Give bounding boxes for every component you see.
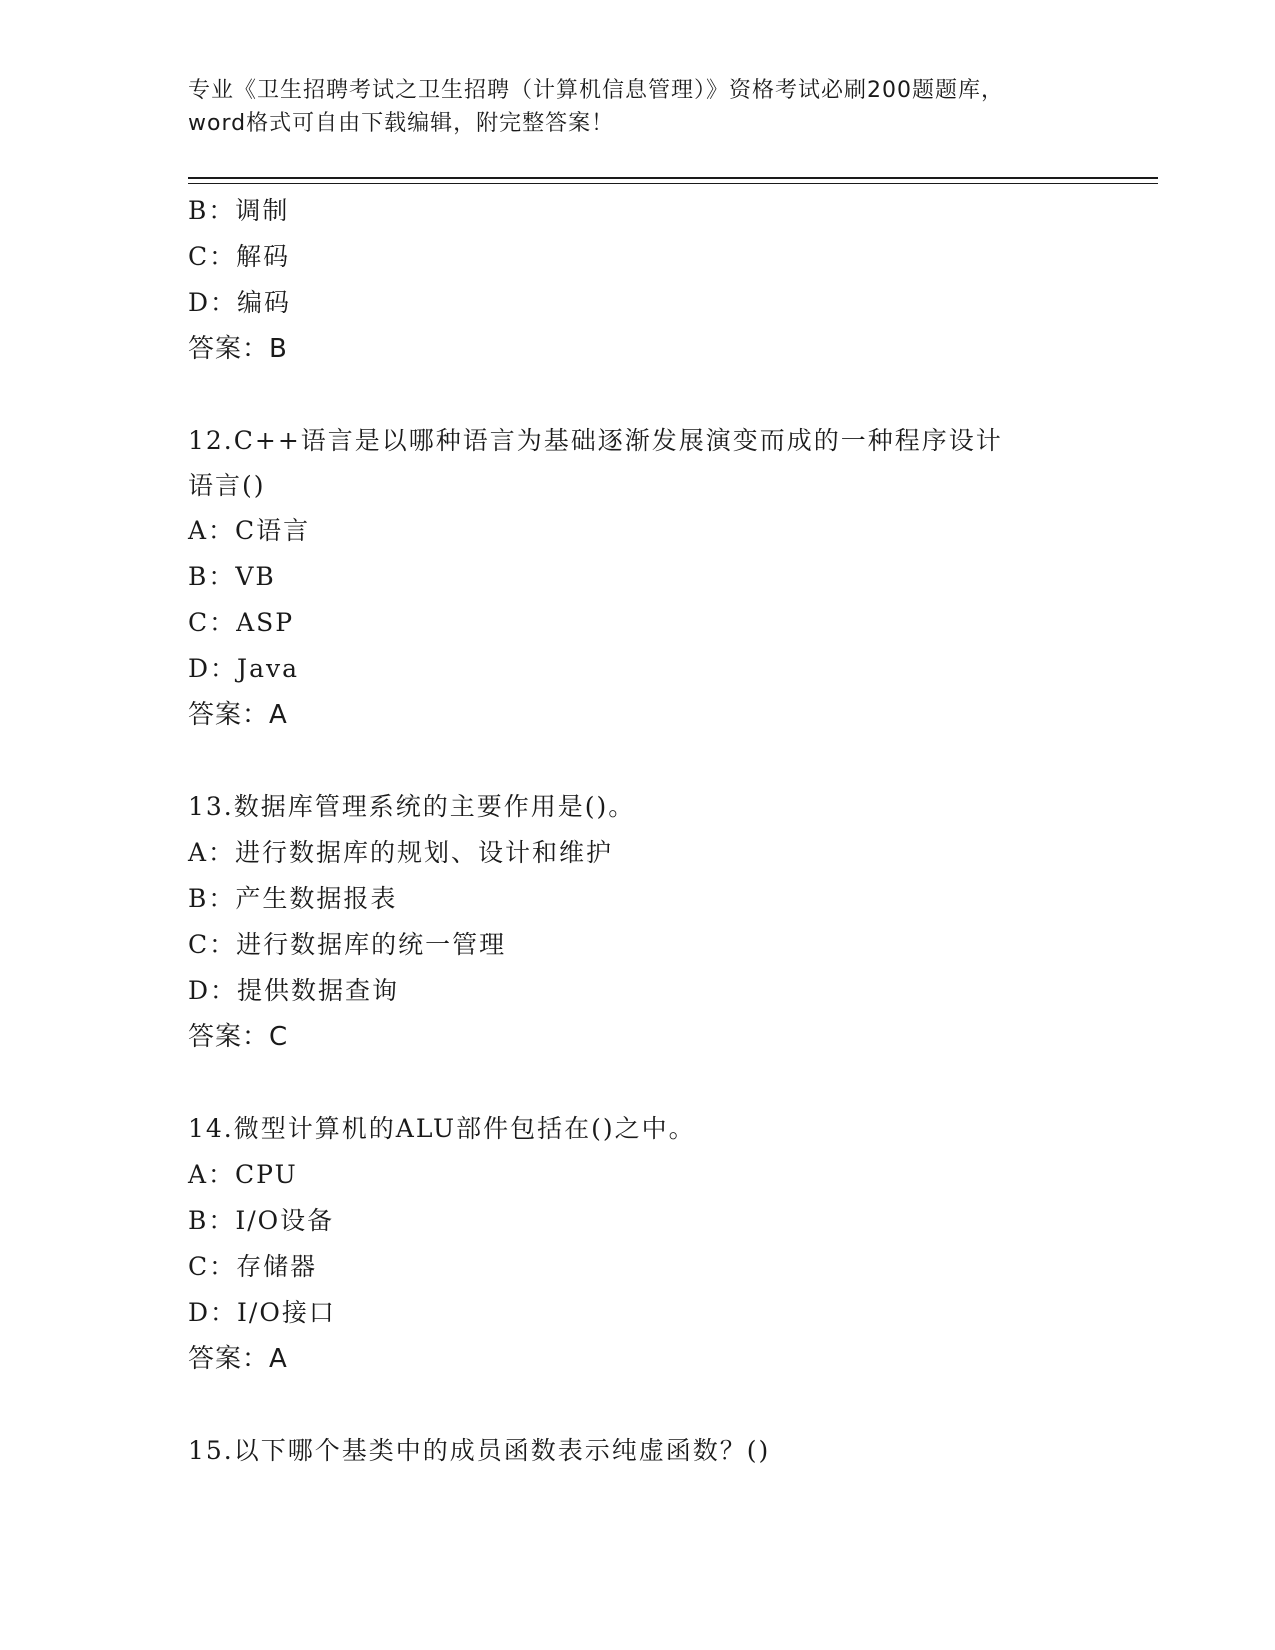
answer-line: 答案：C: [188, 1022, 289, 1052]
option-c: C：进行数据库的统一管理: [188, 930, 507, 959]
option-d: D：提供数据查询: [188, 976, 400, 1005]
question-block-14: [188, 1106, 1088, 1382]
option-a: A：进行数据库的规划、设计和维护: [188, 838, 614, 867]
header-divider-thick: [188, 177, 1158, 179]
answer-line: 答案：A: [188, 700, 288, 730]
option-a: A：C语言: [188, 516, 311, 545]
question-stem: 15.以下哪个基类中的成员函数表示纯虚函数？(): [188, 1436, 771, 1465]
option-b: B：VB: [188, 562, 276, 591]
answer-line: 答案：A: [188, 1344, 288, 1374]
header-title-line-1: 专业《卫生招聘考试之卫生招聘（计算机信息管理）》资格考试必刷200题题库，: [188, 78, 1004, 103]
option-b: B：调制: [188, 196, 290, 225]
question-list: [188, 188, 1088, 1474]
header-divider-thin: [188, 183, 1158, 184]
document-header: [188, 74, 1088, 140]
option-d: D：编码: [188, 288, 292, 317]
option-c: C：ASP: [188, 608, 295, 637]
question-stem: 14.微型计算机的ALU部件包括在()之中。: [188, 1114, 696, 1143]
question-block-13: [188, 784, 1088, 1060]
header-title-line-2: word格式可自由下载编辑，附完整答案！: [188, 111, 615, 136]
option-d: D：I/O接口: [188, 1298, 336, 1327]
option-b: B：产生数据报表: [188, 884, 398, 913]
question-stem: 12.C++语言是以哪种语言为基础逐渐发展演变而成的一种程序设计语言(): [188, 426, 1003, 500]
option-c: C：存储器: [188, 1252, 318, 1281]
question-block-12: [188, 418, 1088, 738]
question-spacer: [188, 1060, 1088, 1106]
question-block-11: [188, 188, 1088, 372]
option-c: C：解码: [188, 242, 291, 271]
question-spacer: [188, 1382, 1088, 1428]
question-spacer: [188, 738, 1088, 784]
answer-line: 答案：B: [188, 334, 288, 364]
question-stem: 13.数据库管理系统的主要作用是()。: [188, 792, 636, 821]
option-a: A：CPU: [188, 1160, 298, 1189]
option-d: D：Java: [188, 654, 299, 683]
question-block-15: [188, 1428, 1088, 1474]
option-b: B：I/O设备: [188, 1206, 335, 1235]
question-spacer: [188, 372, 1088, 418]
